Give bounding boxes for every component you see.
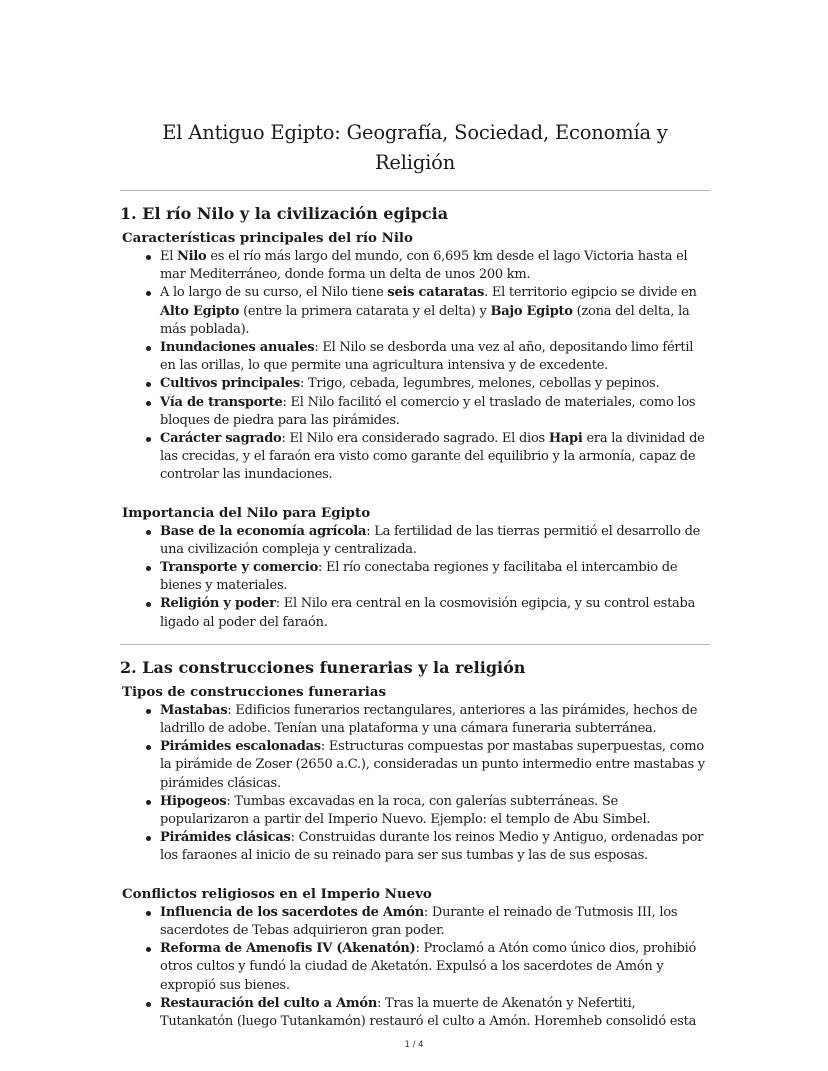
bullet-list — [120, 904, 710, 1031]
spacer — [120, 866, 710, 883]
list-item: Carácter sagrado: El Nilo era considerado sagrado. El dios Hapi era la divinidad de las crecidas, y el faraón era visto como garante del equilibrio y la armonía, capaz de controlar las inundaciones. — [160, 430, 710, 485]
section-heading: 2. Las construcciones funerarias y la religión — [120, 657, 526, 677]
list-item: Religión y poder: El Nilo era central en la cosmovisión egipcia, y su control estaba ligado al poder del faraón. — [160, 595, 710, 631]
list-item: Reforma de Amenofis IV (Akenatón): Proclamó a Atón como único dios, prohibió otros cultos y fundó la ciudad de Aketatón. Expulsó a los sacerdotes de Amón y expropió sus bienes. — [160, 940, 710, 995]
list-item: Hipogeos: Tumbas excavadas en la roca, con galerías subterráneas. Se popularizaron a partir del Imperio Nuevo. Ejemplo: el templo de Abu Simbel. — [160, 793, 710, 829]
bullet-list — [120, 702, 710, 866]
list-item: Mastabas: Edificios funerarios rectangulares, anteriores a las pirámides, hechos de ladrillo de adobe. Tenían una plataforma y una cámara funeraria subterránea. — [160, 702, 710, 738]
list-item: Inundaciones anuales: El Nilo se desborda una vez al año, depositando limo fértil en las orillas, lo que permite una agricultura intensiva y de excedente. — [160, 339, 710, 375]
subsection-heading: Importancia del Nilo para Egipto — [122, 504, 371, 521]
page-number: 1 / 4 — [404, 1040, 424, 1050]
section-construcciones — [120, 655, 710, 1031]
list-item: El Nilo es el río más largo del mundo, con 6,695 km desde el lago Victoria hasta el mar Mediterráneo, donde forma un delta de unos 200 km. — [160, 248, 710, 284]
spacer — [120, 485, 710, 502]
list-item: A lo largo de su curso, el Nilo tiene seis cataratas. El territorio egipcio se divide en Alto Egipto (entre la primera catarata y el delta) y Bajo Egipto (zona del delta, la más poblada). — [160, 284, 710, 339]
list-item: Influencia de los sacerdotes de Amón: Durante el reinado de Tutmosis III, los sacerdotes de Tebas adquirieron gran poder. — [160, 904, 710, 940]
document-page — [120, 118, 710, 1031]
bullet-list — [120, 523, 710, 632]
list-item: Restauración del culto a Amón: Tras la muerte de Akenatón y Nefertiti, Tutankatón (luego Tutankamón) restauró el culto a Amón. Horemheb consolidó esta — [160, 995, 710, 1031]
bullet-list — [120, 248, 710, 485]
list-item: Vía de transporte: El Nilo facilitó el comercio y el traslado de materiales, como los bloques de piedra para las pirámides. — [160, 394, 710, 430]
subsection-heading: Conflictos religiosos en el Imperio Nuevo — [122, 885, 432, 902]
divider — [120, 644, 710, 645]
list-item: Cultivos principales: Trigo, cebada, legumbres, melones, cebollas y pepinos. — [160, 375, 710, 393]
list-item: Base de la economía agrícola: La fertilidad de las tierras permitió el desarrollo de una civilización compleja y centralizada. — [160, 523, 710, 559]
document-title: El Antiguo Egipto: Geografía, Sociedad, Economía y Religión — [162, 121, 668, 174]
section-nilo — [120, 201, 710, 644]
section-heading: 1. El río Nilo y la civilización egipcia — [120, 204, 449, 223]
subsection-heading: Características principales del río Nilo — [122, 230, 413, 246]
subsection-heading: Tipos de construcciones funerarias — [122, 683, 387, 700]
list-item: Pirámides escalonadas: Estructuras compuestas por mastabas superpuestas, como la pirámide de Zoser (2650 a.C.), consideradas un punto intermedio entre mastabas y pirámides clásicas. — [160, 738, 710, 793]
divider — [120, 190, 710, 191]
list-item: Transporte y comercio: El río conectaba regiones y facilitaba el intercambio de bienes y materiales. — [160, 559, 710, 595]
list-item: Pirámides clásicas: Construidas durante los reinos Medio y Antiguo, ordenadas por los faraones al inicio de su reinado para ser sus tumbas y las de sus esposas. — [160, 829, 710, 865]
